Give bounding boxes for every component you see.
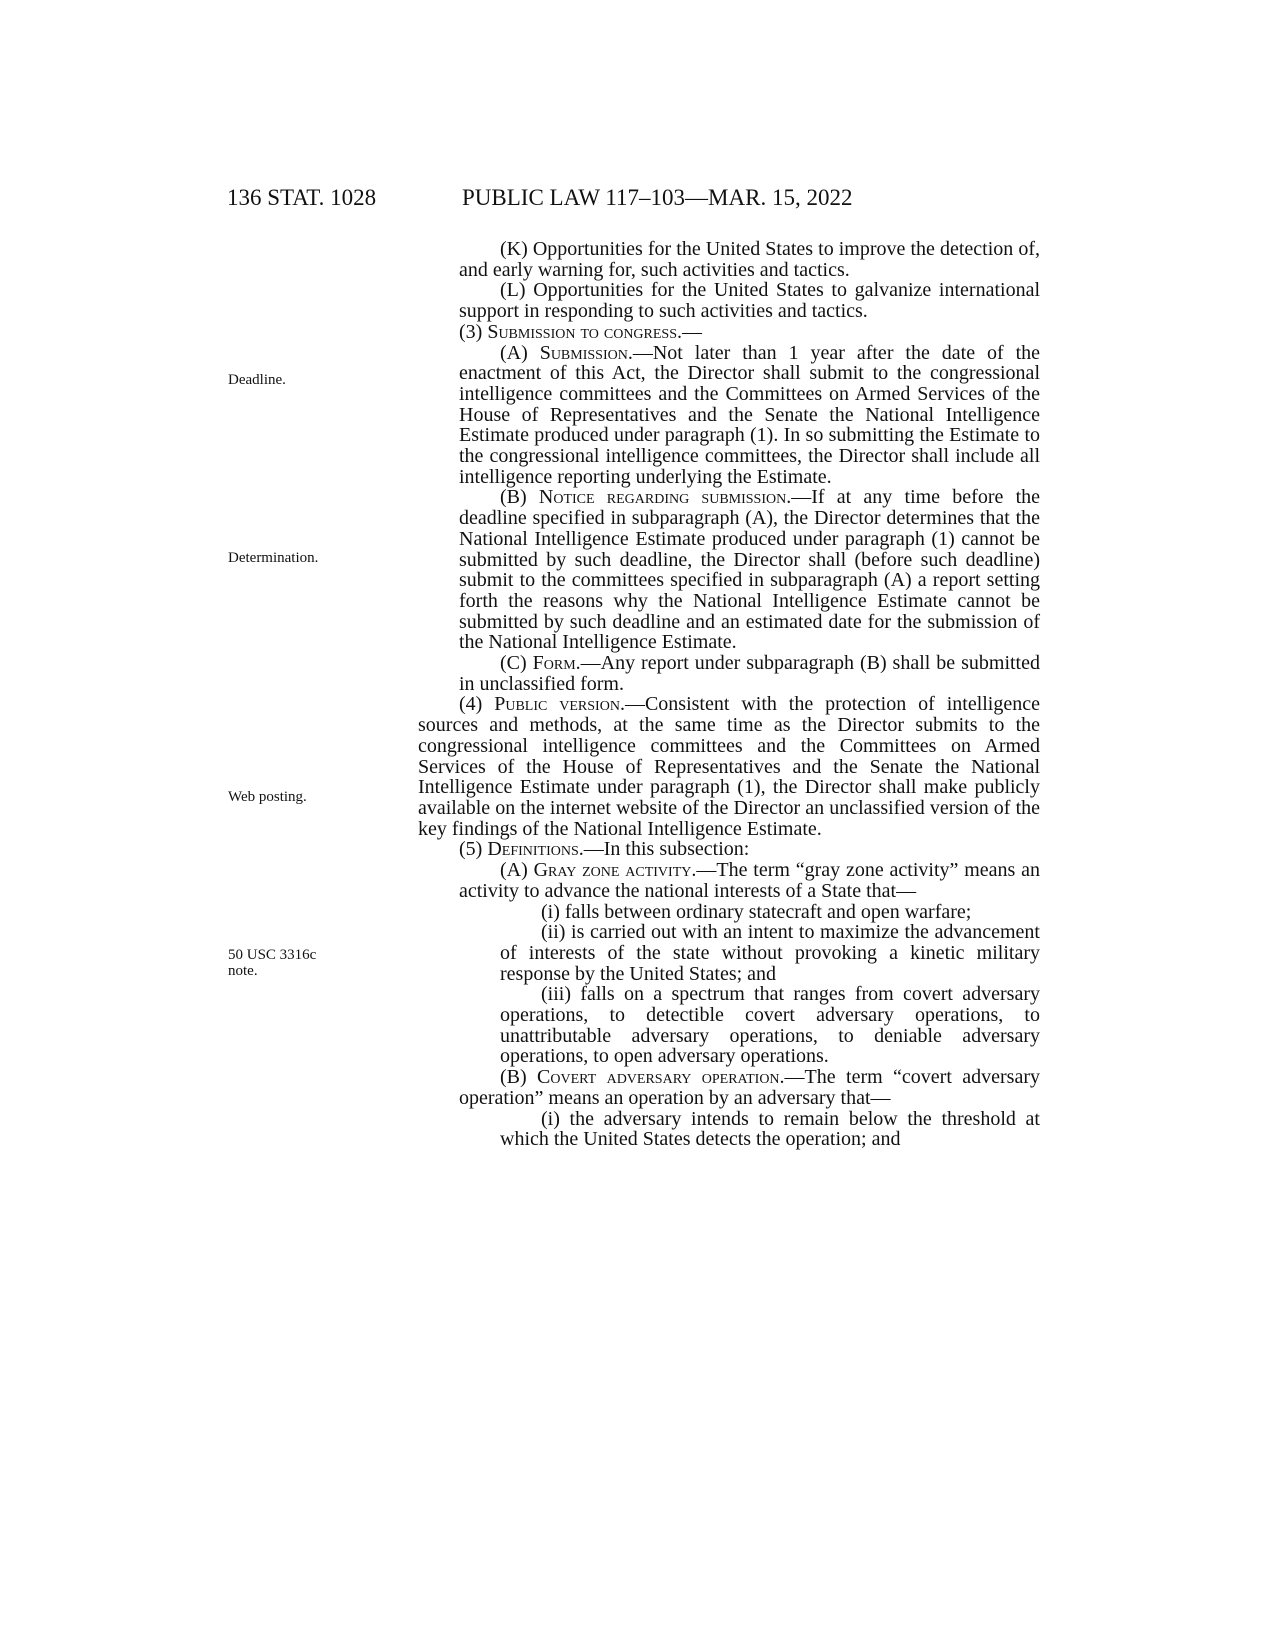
subparagraph-text: Opportunities for the United States to improve the detection of, and early warning for, such activities and tactics. (459, 238, 1041, 281)
paragraph-text: —Consistent with the protection of intelligence sources and methods, at the same time as the Director submits to the congressional intelligence committees and the Committees on Armed Services of the House of Representatives and the Senate the National Intelligence Estimate under paragraph (1), the Director shall make publicly available on the internet website of the Director an unclassified version of the key findings of the National Intelligence Estimate. (418, 693, 1040, 840)
subparagraph-number: (B) (500, 486, 539, 509)
subparagraph-3b (418, 487, 1040, 653)
subparagraph-text: —If at any time before the deadline specified in subparagraph (A), the Director determines that the National Intelligence Estimate produced under paragraph (1) cannot be submitted by such deadline, the Director shall (before such deadline) submit to the committees specified in subparagraph (A) a report setting forth the reasons why the National Intelligence Estimate cannot be submitted by such deadline and an estimated date for the submission of the National Intelligence Estimate. (459, 486, 1041, 654)
subparagraph-l (418, 280, 1040, 321)
usc-citation-line: 50 USC 3316c (228, 947, 317, 963)
public-law-header: PUBLIC LAW 117–103—MAR. 15, 2022 (462, 185, 853, 210)
subparagraph-number: (A) (500, 859, 534, 882)
clause-5a-i: (i) falls between ordinary statecraft and open warfare; (541, 900, 972, 923)
paragraph-number: (3) (459, 320, 488, 343)
margin-note-deadline: Deadline. (228, 372, 286, 388)
paragraph-3 (418, 322, 1040, 343)
subparagraph-heading: Submission. (539, 341, 633, 364)
paragraph-4 (418, 694, 1040, 839)
clause-5a-iii: (iii) falls on a spectrum that ranges from covert adversary operations, to detectible covert adversary operations, to unattributable adversary operations, to deniable adversary operations, to open adversary operations. (500, 983, 1040, 1068)
subparagraph-text: —The term “covert adversary operation” means an operation by an adversary that— (459, 1066, 1041, 1109)
paragraph-5 (418, 839, 1040, 860)
subparagraph-text: —Not later than 1 year after the date of the enactment of this Act, the Director shall submit to the congressional intelligence committees and the Committees on Armed Services of the House of Representatives and the Senate the National Intelligence Estimate produced under paragraph (1). In so submitting the Estimate to the congressional intelligence committees, the Director shall include all intelligence reporting underlying the Estimate. (459, 341, 1041, 488)
subparagraph-heading: Covert adversary operation. (537, 1066, 785, 1089)
paragraph-number: (5) (459, 838, 488, 861)
subparagraph-heading: Notice regarding submission. (538, 486, 792, 509)
statute-page-reference: 136 STAT. 1028 (227, 185, 377, 210)
clause-5b-i: (i) the adversary intends to remain below the threshold at which the United States detects the operation; and (500, 1107, 1040, 1151)
paragraph-heading: Public version. (494, 693, 625, 716)
subparagraph-number: (B) (500, 1066, 538, 1089)
margin-note-determination: Determination. (228, 550, 319, 566)
heading-dash: — (682, 320, 703, 343)
law-body-text (418, 239, 1040, 1150)
margin-note-usc-citation (228, 947, 316, 979)
subparagraph-heading: Gray zone activity. (533, 859, 697, 882)
subparagraph-text: Opportunities for the United States to galvanize international support in responding to such activities and tactics. (459, 279, 1040, 323)
paragraph-number: (4) (459, 693, 495, 716)
subparagraph-3c (418, 653, 1040, 694)
margin-note-web-posting: Web posting. (228, 789, 307, 805)
subparagraph-number: (C) (500, 652, 533, 675)
paragraph-heading: Definitions. (487, 838, 584, 861)
subparagraph-k (418, 239, 1040, 280)
subparagraph-3a (418, 343, 1040, 488)
subparagraph-number: (K) (500, 238, 533, 260)
subparagraph-number: (L) (500, 279, 534, 302)
clause-5a-ii: (ii) is carried out with an intent to maximize the advancement of interests of the state without provoking a kinetic military response by the United States; and (500, 921, 1040, 985)
paragraph-heading: Submission to congress. (487, 320, 683, 343)
subparagraph-5a (418, 860, 1040, 901)
paragraph-text: —In this subsection: (583, 838, 750, 861)
usc-citation-note: note. (228, 963, 258, 979)
subparagraph-heading: Form. (532, 652, 581, 675)
subparagraph-text: —Any report under subparagraph (B) shall be submitted in unclassified form. (459, 652, 1040, 695)
subparagraph-5b (418, 1067, 1040, 1108)
subparagraph-text: —The term “gray zone activity” means an activity to advance the national interests of a State that— (459, 859, 1041, 902)
subparagraph-number: (A) (500, 341, 540, 364)
